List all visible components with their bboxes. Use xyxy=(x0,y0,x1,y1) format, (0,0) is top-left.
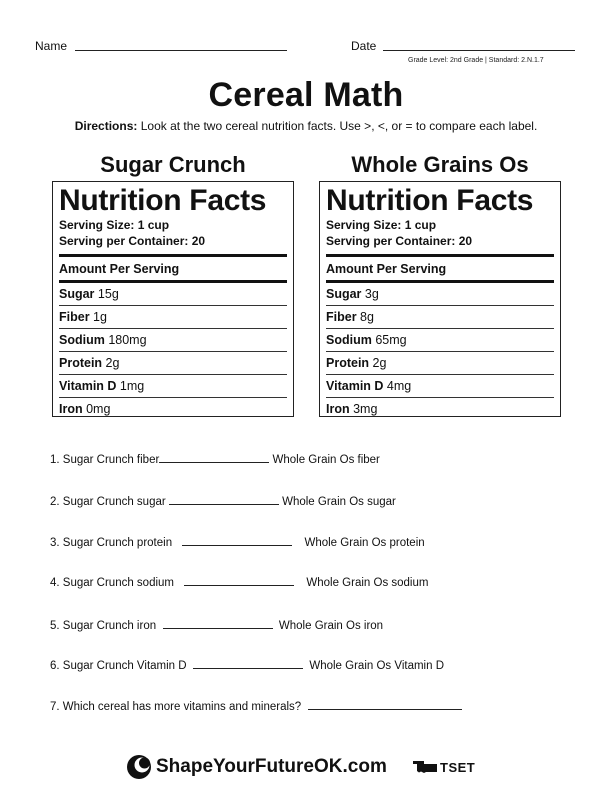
nutrient-value: 2g xyxy=(372,356,387,370)
question-left-text: 2. Sugar Crunch sugar xyxy=(50,496,166,508)
nutrient-name: Sodium xyxy=(326,333,372,347)
oklahoma-state-icon xyxy=(412,759,438,775)
nutrient-name: Iron xyxy=(326,402,350,416)
nutrition-facts-title: Nutrition Facts xyxy=(59,184,267,217)
question-2 xyxy=(50,496,396,508)
answer-blank[interactable] xyxy=(182,545,292,546)
nutrient-name: Iron xyxy=(59,402,83,416)
answer-blank[interactable] xyxy=(193,668,303,669)
nutrient-value: 2g xyxy=(105,356,120,370)
nutrient-value: 180mg xyxy=(108,333,147,347)
serving-size: Serving Size: 1 cup xyxy=(326,218,437,232)
nutrient-value: 4mg xyxy=(386,379,412,393)
name-label: Name xyxy=(35,39,68,53)
serving-per-container: Serving per Container: 20 xyxy=(59,234,206,248)
name-field[interactable] xyxy=(75,50,287,51)
nutrient-name: Fiber xyxy=(326,310,357,324)
answer-blank[interactable] xyxy=(308,709,462,710)
nutrient-row xyxy=(59,397,287,420)
nutrition-label-whole-grains-os xyxy=(319,181,561,417)
nutrient-name: Sugar xyxy=(326,287,362,301)
question-5 xyxy=(50,620,383,632)
nutrient-row xyxy=(326,280,554,305)
nutrient-row xyxy=(326,328,554,351)
grade-level: Grade Level: 2nd Grade | Standard: 2.N.1.7 xyxy=(408,57,544,64)
question-3 xyxy=(50,537,425,549)
question-left-text: 4. Sugar Crunch sodium xyxy=(50,577,175,589)
question-1 xyxy=(50,454,380,466)
nutrient-row xyxy=(59,374,287,397)
date-label: Date xyxy=(351,39,377,53)
answer-blank[interactable] xyxy=(184,585,294,586)
nutrient-value: 1mg xyxy=(119,379,145,393)
nutrient-value: 15g xyxy=(97,287,119,301)
question-4 xyxy=(50,577,428,589)
nutrient-value: 3mg xyxy=(353,402,378,416)
question-right-text: Whole Grain Os fiber xyxy=(272,454,380,466)
serving-per-container: Serving per Container: 20 xyxy=(326,234,473,248)
nutrient-value: 1g xyxy=(93,310,107,324)
question-right-text: Whole Grain Os protein xyxy=(304,537,425,549)
cereal-name-whole-grains-os: Whole Grains Os xyxy=(351,152,529,177)
answer-blank[interactable] xyxy=(159,462,269,463)
answer-blank[interactable] xyxy=(163,628,273,629)
page-title: Cereal Math xyxy=(208,76,404,114)
amount-per-serving: Amount Per Serving xyxy=(326,262,447,276)
nutrient-row xyxy=(59,280,287,305)
nutrient-name: Sugar xyxy=(59,287,95,301)
nutrient-row xyxy=(326,351,554,374)
nutrient-name: Protein xyxy=(59,356,103,370)
question-6 xyxy=(50,660,444,672)
nutrition-facts-title: Nutrition Facts xyxy=(326,184,534,217)
nutrient-row xyxy=(326,397,554,420)
serving-size: Serving Size: 1 cup xyxy=(59,218,170,232)
question-left-text: 7. Which cereal has more vitamins and minerals? xyxy=(50,701,302,713)
nutrient-name: Vitamin D xyxy=(326,379,384,393)
footer-site-logo[interactable]: ShapeYourFutureOK.com xyxy=(156,756,387,777)
directions-label: Directions: xyxy=(74,119,138,133)
question-left-text: 6. Sugar Crunch Vitamin D xyxy=(50,660,187,672)
question-left-text: 5. Sugar Crunch iron xyxy=(50,620,157,632)
nutrient-name: Vitamin D xyxy=(59,379,117,393)
date-field[interactable] xyxy=(383,50,575,51)
nutrient-row xyxy=(326,305,554,328)
answer-blank[interactable] xyxy=(169,504,279,505)
question-left-text: 3. Sugar Crunch protein xyxy=(50,537,173,549)
nutrient-value: 3g xyxy=(364,287,379,301)
nutrient-row xyxy=(326,374,554,397)
nutrient-name: Sodium xyxy=(59,333,105,347)
nutrient-value: 65mg xyxy=(375,333,407,347)
nutrient-value: 8g xyxy=(360,310,374,324)
nutrient-row xyxy=(59,328,287,351)
question-right-text: Whole Grain Os Vitamin D xyxy=(309,660,444,672)
directions xyxy=(0,119,612,133)
question-right-text: Whole Grain Os sodium xyxy=(306,577,429,589)
nutrient-name: Fiber xyxy=(59,310,90,324)
nutrient-value: 0mg xyxy=(86,402,111,416)
crescent-circle-icon xyxy=(126,754,152,780)
directions-text: Look at the two cereal nutrition facts. Use >, <, or = to compare each label. xyxy=(140,119,538,133)
question-right-text: Whole Grain Os sugar xyxy=(282,496,396,508)
cereal-name-sugar-crunch: Sugar Crunch xyxy=(100,152,246,177)
question-right-text: Whole Grain Os iron xyxy=(278,620,384,632)
question-left-text: 1. Sugar Crunch fiber xyxy=(50,454,160,466)
nutrient-row xyxy=(59,305,287,328)
nutrient-name: Protein xyxy=(326,356,370,370)
nutrient-row xyxy=(59,351,287,374)
question-7 xyxy=(50,701,462,713)
nutrition-label-sugar-crunch xyxy=(52,181,294,417)
amount-per-serving: Amount Per Serving xyxy=(59,262,180,276)
partner-logo: TSET xyxy=(440,760,476,775)
